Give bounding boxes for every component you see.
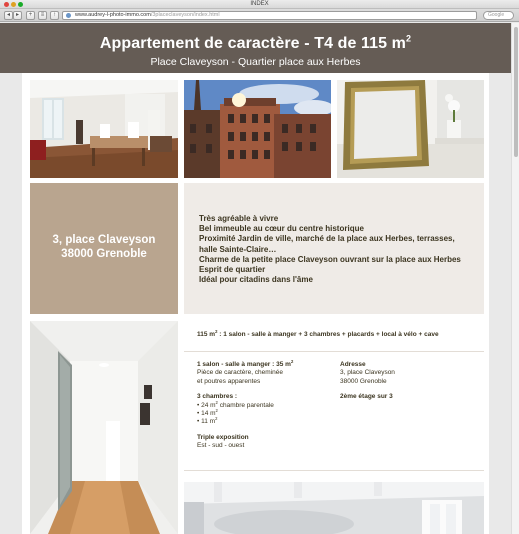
highlight-item: halle Sainte-Claire… [199, 244, 277, 254]
reading-list-button[interactable] [38, 11, 47, 20]
etage-info: 2ème étage sur 3 [340, 393, 393, 401]
highlight-item: Idéal pour citadins dans l'âme [199, 275, 313, 285]
chambres-title: 3 chambres : [197, 393, 238, 401]
address-line-1: 3, place Claveyson [52, 234, 156, 246]
photo-beamed-room [184, 482, 484, 534]
share-icon: ↑ [53, 12, 56, 18]
adresse-title: Adresse [340, 361, 366, 368]
web-page [0, 23, 511, 534]
exposition-title: Triple exposition [197, 433, 249, 441]
details-column-right [340, 361, 480, 402]
search-field[interactable] [483, 11, 514, 20]
hallway-image [30, 321, 178, 534]
living-room-image [30, 80, 178, 178]
divider [184, 351, 484, 352]
photo-buildings [184, 80, 331, 178]
window-titlebar [0, 0, 519, 9]
salon-description: Pièce de caractère, cheminée [197, 369, 283, 377]
back-button[interactable] [4, 11, 13, 20]
buildings-image [184, 80, 331, 178]
book-icon: ≡ [40, 12, 45, 18]
forward-button[interactable] [13, 11, 22, 20]
photo-hallway [30, 321, 178, 534]
plus-icon: + [28, 12, 33, 18]
browser-toolbar [0, 9, 519, 22]
highlights-box [184, 183, 484, 314]
add-bookmark-button[interactable] [26, 11, 35, 20]
highlight-item: Charme de la petite place Claveyson ouvrant sur la place aux Herbes [199, 254, 461, 264]
salon-description: et poutres apparentes [197, 377, 261, 385]
vertical-scrollbar[interactable] [511, 23, 519, 534]
page-subtitle: Place Claveyson - Quartier place aux Herbes [150, 56, 361, 68]
page-header [0, 23, 511, 73]
chambre-item: • 24 $m^2$ chambre parentale [197, 399, 274, 409]
chambre-item: • 11 $m^2$ [197, 416, 218, 426]
adresse-line: 38000 Grenoble [340, 377, 387, 385]
photo-living-room [30, 80, 178, 178]
forward-arrow-icon: ▸ [15, 12, 19, 18]
highlight-item: Très agréable à vivre [199, 214, 279, 223]
details-column-left [197, 358, 337, 451]
globe-icon [66, 13, 71, 18]
summary-line: 115 $m^2$ : 1 salon - salle à manger + 3 chambres + placards + local à vélo + cave [197, 328, 439, 338]
photo-mirror-frame [337, 80, 484, 178]
adresse-line: 3, place Claveyson [340, 369, 395, 377]
page-title: Appartement de caractère - T4 de 115 $m^2$ [99, 33, 412, 52]
back-arrow-icon: ◂ [6, 12, 10, 18]
chambre-item: • 14 $m^2$ [197, 407, 218, 418]
exposition-value: Est - sud - ouest [197, 442, 245, 450]
beamed-room-image [184, 482, 484, 534]
search-placeholder: Google [488, 12, 505, 18]
window-title: INDEX [250, 1, 269, 7]
url-path: /3placeclaveyson/index.html [150, 12, 220, 18]
highlight-item: Bel immeuble au cœur du centre historique [199, 224, 364, 234]
salon-title: 1 salon - salle à manger : 35 $m^2$ [197, 358, 294, 368]
address-box [30, 183, 178, 314]
scrollbar-thumb[interactable] [514, 27, 518, 157]
highlight-item: Proximité Jardin de ville, marché de la place aux Herbes, terrasses, [199, 234, 455, 244]
mirror-frame-image [337, 80, 484, 178]
share-button[interactable] [50, 11, 59, 20]
url-host: www.audrey-l-photo-immo.com [75, 12, 151, 18]
address-line-2: 38000 Grenoble [61, 248, 147, 260]
details-section [184, 321, 484, 473]
divider [184, 470, 484, 471]
highlight-item: Esprit de quartier [199, 265, 266, 275]
address-bar[interactable] [62, 11, 477, 20]
content-panel [22, 73, 489, 534]
